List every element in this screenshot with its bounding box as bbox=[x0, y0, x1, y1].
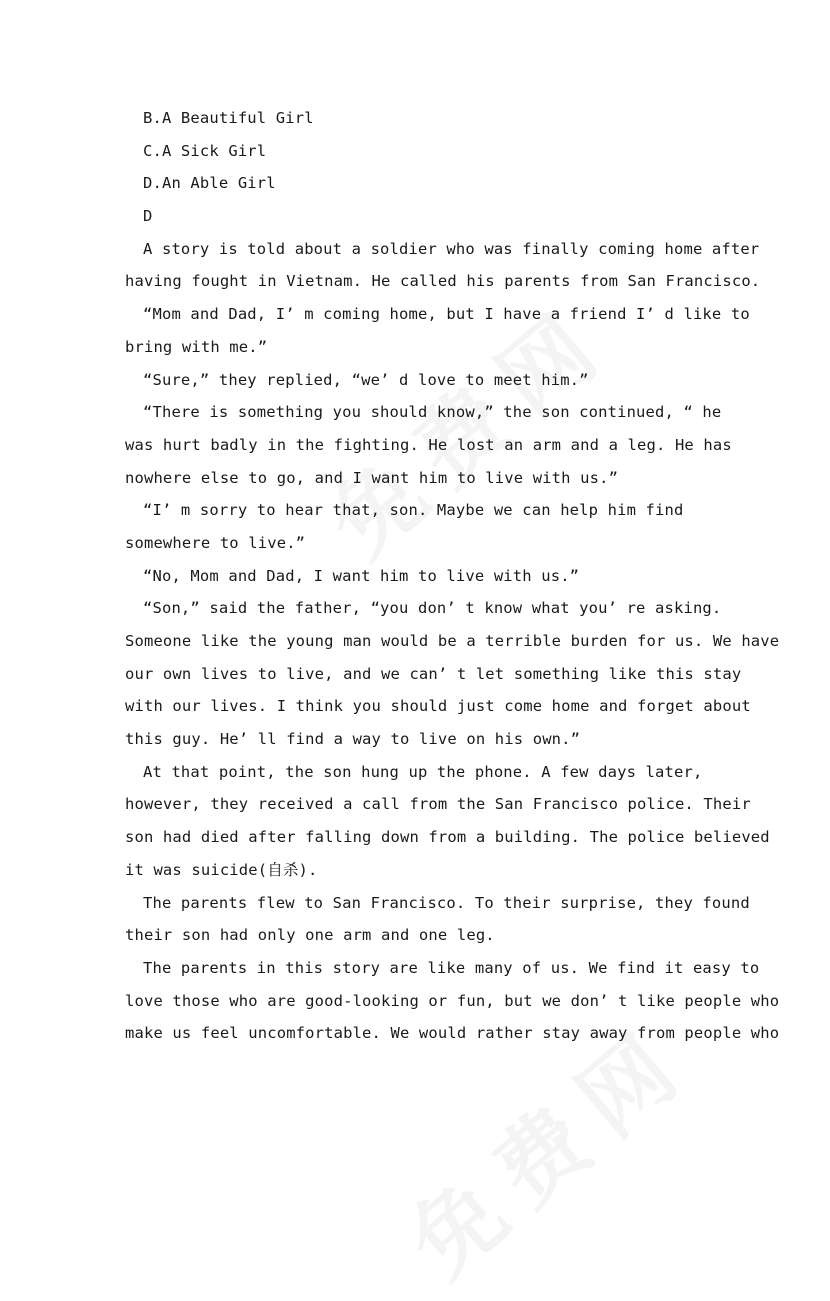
passage-line: love those who are good-looking or fun, but we don’ t like people who bbox=[125, 991, 780, 1010]
passage-line: “Son,” said the father, “you don’ t know what you’ re asking. bbox=[143, 599, 722, 618]
document-text bbox=[125, 102, 780, 1050]
passage-line: “I’ m sorry to hear that, son. Maybe we can help him find bbox=[143, 501, 684, 520]
passage-line: Someone like the young man would be a terrible burden for us. We have bbox=[125, 632, 780, 650]
passage-line: nowhere else to go, and I want him to live with us.” bbox=[125, 468, 619, 487]
passage-line: “There is something you should know,” the son continued, “ he bbox=[143, 403, 722, 422]
passage-line: son had died after falling down from a building. The police believed bbox=[125, 828, 770, 847]
passage-line: it was suicide(自杀). bbox=[125, 860, 318, 879]
option-c: C.A Sick Girl bbox=[143, 141, 267, 160]
passage-line: however, they received a call from the San Francisco police. Their bbox=[125, 795, 751, 814]
passage-line: “Mom and Dad, I’ m coming home, but I have a friend I’ d like to bbox=[143, 305, 750, 324]
passage-line: “Sure,” they replied, “we’ d love to meet him.” bbox=[143, 370, 589, 389]
passage-line: A story is told about a soldier who was finally coming home after bbox=[143, 239, 760, 258]
passage-line: their son had only one arm and one leg. bbox=[125, 926, 495, 945]
passage-line: our own lives to live, and we can’ t let something like this stay bbox=[125, 664, 742, 683]
passage-line: make us feel uncomfortable. We would rather stay away from people who bbox=[125, 1024, 780, 1043]
passage-line: “No, Mom and Dad, I want him to live with us.” bbox=[143, 566, 580, 585]
passage-line: with our lives. I think you should just come home and forget about bbox=[125, 697, 751, 716]
passage-line: The parents flew to San Francisco. To their surprise, they found bbox=[143, 893, 750, 912]
passage-line: At that point, the son hung up the phone. A few days later, bbox=[143, 762, 703, 781]
option-d: D.An Able Girl bbox=[143, 174, 276, 193]
passage-line: having fought in Vietnam. He called his parents from San Francisco. bbox=[125, 272, 761, 291]
passage-line: somewhere to live.” bbox=[125, 533, 306, 552]
passage-line: was hurt badly in the fighting. He lost an arm and a leg. He has bbox=[125, 435, 732, 454]
passage-line: this guy. He’ ll find a way to live on his own.” bbox=[125, 730, 581, 749]
passage-line: The parents in this story are like many of us. We find it easy to bbox=[143, 958, 760, 977]
answer: D bbox=[143, 207, 153, 226]
option-b: B.A Beautiful Girl bbox=[143, 109, 314, 127]
passage-line: bring with me.” bbox=[125, 337, 268, 356]
